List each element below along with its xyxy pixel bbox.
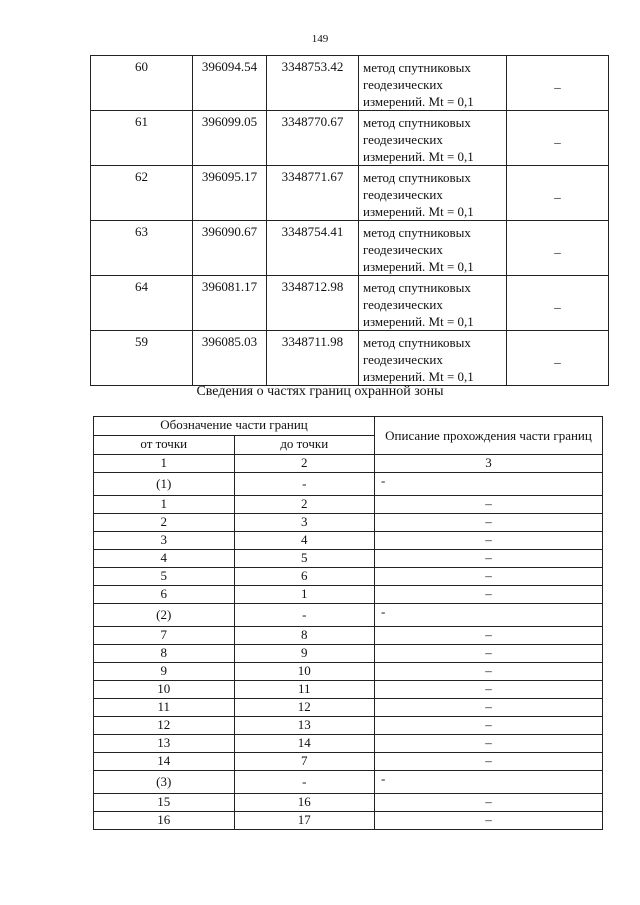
column-numbering-row [94, 455, 603, 473]
description-header: Описание прохождения части границ [375, 417, 603, 455]
to-point-cell: 3 [234, 514, 375, 532]
description-cell: – [375, 645, 603, 663]
to-point-cell: 17 [234, 812, 375, 830]
description-cell: – [375, 550, 603, 568]
description-cell: – [375, 753, 603, 771]
to-point-cell: - [234, 771, 375, 794]
description-cell: – [375, 812, 603, 830]
column-number: 1 [94, 455, 235, 473]
to-point-cell: - [234, 604, 375, 627]
point-number-cell: 63 [91, 221, 193, 276]
x-coordinate-cell: 396095.17 [193, 166, 267, 221]
column-number: 2 [234, 455, 375, 473]
from-point-cell: 16 [94, 812, 235, 830]
table-row [94, 735, 603, 753]
to-point-cell: 5 [234, 550, 375, 568]
description-cell: – [375, 568, 603, 586]
description-cell: – [375, 514, 603, 532]
extra-cell: _ [507, 331, 609, 386]
table-row [94, 586, 603, 604]
to-point-cell: 6 [234, 568, 375, 586]
table-row [91, 331, 609, 386]
from-point-header: от точки [94, 436, 235, 455]
method-cell: метод спутниковых геодезических измерений. Mt = 0,1 [359, 56, 507, 111]
to-point-cell: 14 [234, 735, 375, 753]
method-cell: метод спутниковых геодезических измерений. Mt = 0,1 [359, 111, 507, 166]
y-coordinate-cell: 3348712.98 [267, 276, 359, 331]
point-number-cell: 59 [91, 331, 193, 386]
x-coordinate-cell: 396099.05 [193, 111, 267, 166]
table-row [91, 276, 609, 331]
point-number-cell: 60 [91, 56, 193, 111]
description-cell: – [375, 794, 603, 812]
from-point-cell: (3) [94, 771, 235, 794]
from-point-cell: 7 [94, 627, 235, 645]
to-point-cell: 9 [234, 645, 375, 663]
description-cell: – [375, 532, 603, 550]
to-point-cell: 13 [234, 717, 375, 735]
table-row [91, 111, 609, 166]
to-point-cell: 8 [234, 627, 375, 645]
from-point-cell: 3 [94, 532, 235, 550]
point-number-cell: 64 [91, 276, 193, 331]
to-point-cell: 12 [234, 699, 375, 717]
from-point-cell: 14 [94, 753, 235, 771]
table-header-row [94, 417, 603, 436]
table-row [94, 550, 603, 568]
description-cell: – [375, 717, 603, 735]
group-row [94, 604, 603, 627]
y-coordinate-cell: 3348753.42 [267, 56, 359, 111]
from-point-cell: 13 [94, 735, 235, 753]
description-cell: - [375, 604, 603, 627]
description-cell: - [375, 473, 603, 496]
group-row [94, 771, 603, 794]
table-row [94, 496, 603, 514]
x-coordinate-cell: 396085.03 [193, 331, 267, 386]
from-point-cell: 9 [94, 663, 235, 681]
table-row [94, 663, 603, 681]
from-point-cell: 4 [94, 550, 235, 568]
method-cell: метод спутниковых геодезических измерений. Mt = 0,1 [359, 221, 507, 276]
from-point-cell: 11 [94, 699, 235, 717]
table-row [94, 514, 603, 532]
from-point-cell: 5 [94, 568, 235, 586]
from-point-cell: (2) [94, 604, 235, 627]
from-point-cell: (1) [94, 473, 235, 496]
description-cell: – [375, 586, 603, 604]
from-point-cell: 12 [94, 717, 235, 735]
boundary-parts-table [93, 416, 603, 830]
table-row [94, 627, 603, 645]
from-point-cell: 1 [94, 496, 235, 514]
description-cell: - [375, 771, 603, 794]
description-cell: – [375, 627, 603, 645]
point-number-cell: 61 [91, 111, 193, 166]
from-point-cell: 10 [94, 681, 235, 699]
description-cell: – [375, 496, 603, 514]
to-point-cell: - [234, 473, 375, 496]
table-row [91, 166, 609, 221]
to-point-cell: 4 [234, 532, 375, 550]
extra-cell: _ [507, 221, 609, 276]
y-coordinate-cell: 3348771.67 [267, 166, 359, 221]
extra-cell: _ [507, 111, 609, 166]
table-row [94, 532, 603, 550]
from-point-cell: 15 [94, 794, 235, 812]
to-point-cell: 1 [234, 586, 375, 604]
method-cell: метод спутниковых геодезических измерений. Mt = 0,1 [359, 276, 507, 331]
extra-cell: _ [507, 166, 609, 221]
to-point-header: до точки [234, 436, 375, 455]
table-row [94, 717, 603, 735]
table-row [91, 56, 609, 111]
table-row [94, 699, 603, 717]
table-row [94, 645, 603, 663]
to-point-cell: 2 [234, 496, 375, 514]
description-cell: – [375, 663, 603, 681]
description-cell: – [375, 681, 603, 699]
designation-header: Обозначение части границ [94, 417, 375, 436]
x-coordinate-cell: 396090.67 [193, 221, 267, 276]
group-row [94, 473, 603, 496]
x-coordinate-cell: 396081.17 [193, 276, 267, 331]
table-row [91, 221, 609, 276]
table-row [94, 794, 603, 812]
description-cell: – [375, 699, 603, 717]
column-number: 3 [375, 455, 603, 473]
extra-cell: _ [507, 56, 609, 111]
table-row [94, 753, 603, 771]
from-point-cell: 2 [94, 514, 235, 532]
y-coordinate-cell: 3348770.67 [267, 111, 359, 166]
to-point-cell: 7 [234, 753, 375, 771]
table-row [94, 681, 603, 699]
section-title: Сведения о частях границ охранной зоны [196, 384, 444, 399]
to-point-cell: 11 [234, 681, 375, 699]
table-row [94, 812, 603, 830]
from-point-cell: 8 [94, 645, 235, 663]
from-point-cell: 6 [94, 586, 235, 604]
table-row [94, 568, 603, 586]
to-point-cell: 16 [234, 794, 375, 812]
method-cell: метод спутниковых геодезических измерений. Mt = 0,1 [359, 166, 507, 221]
y-coordinate-cell: 3348754.41 [267, 221, 359, 276]
description-cell: – [375, 735, 603, 753]
to-point-cell: 10 [234, 663, 375, 681]
y-coordinate-cell: 3348711.98 [267, 331, 359, 386]
method-cell: метод спутниковых геодезических измерений. Mt = 0,1 [359, 331, 507, 386]
point-number-cell: 62 [91, 166, 193, 221]
page-number: 149 [311, 33, 329, 45]
x-coordinate-cell: 396094.54 [193, 56, 267, 111]
extra-cell: _ [507, 276, 609, 331]
coordinates-table [90, 55, 609, 386]
